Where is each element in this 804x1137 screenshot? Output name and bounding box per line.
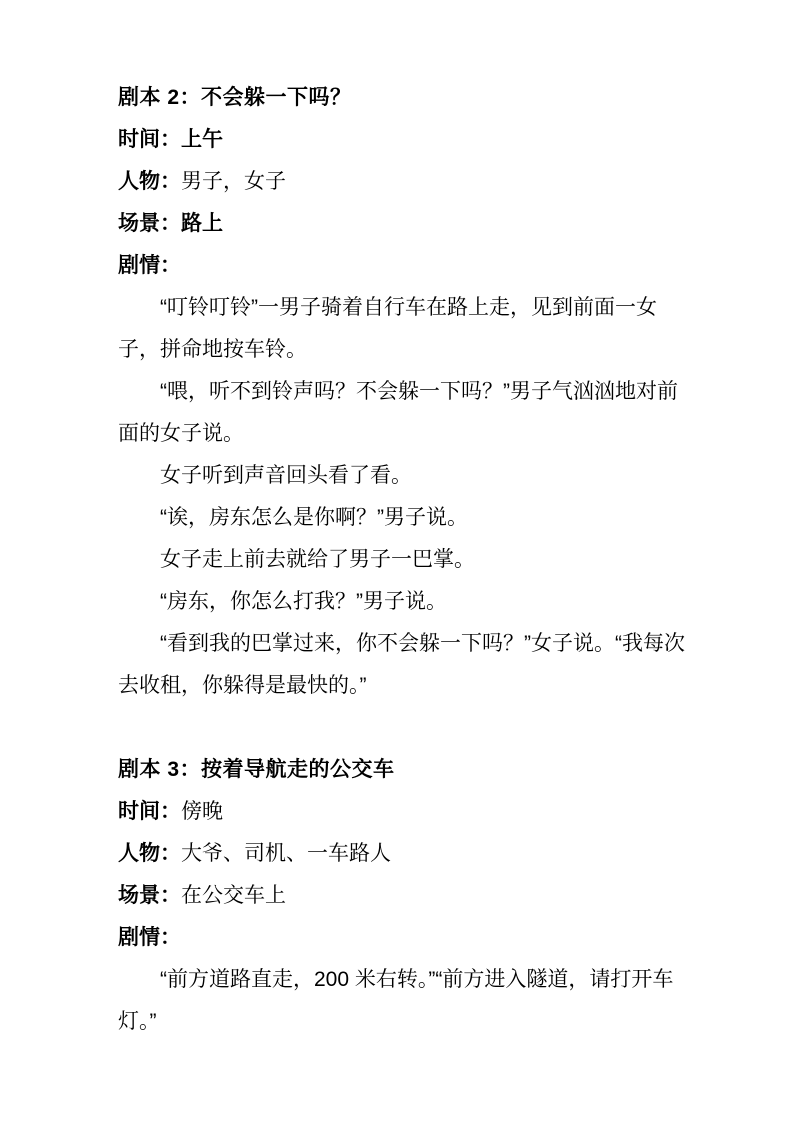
- meta-characters-value: 大爷、司机、一车路人: [181, 842, 391, 865]
- meta-plot-label: 剧情：: [118, 926, 181, 949]
- section-3-heading: 剧本 3：按着导航走的公交车: [118, 758, 395, 781]
- section-3-meta-scene: [118, 875, 694, 917]
- section-3-meta-characters: [118, 833, 694, 875]
- meta-scene-value: 路上: [181, 212, 223, 235]
- paragraph: “房东，你怎么打我？”男子说。: [160, 590, 447, 613]
- meta-characters-label: 人物：: [118, 170, 181, 193]
- paragraph: “叮铃叮铃”一男子骑着自行车在路上走，见到前面一女子，拼命地按车铃。: [118, 296, 657, 361]
- paragraph: 女子走上前去就给了男子一巴掌。: [160, 548, 475, 571]
- meta-scene-label: 场景：: [118, 884, 181, 907]
- section-3-meta-time: [118, 791, 694, 833]
- meta-time-value: 上午: [181, 128, 223, 151]
- paragraph: “诶，房东怎么是你啊？”男子说。: [160, 506, 468, 529]
- section-2-heading: 剧本 2：不会躲一下吗？: [118, 86, 352, 109]
- section-2-meta-characters: [118, 161, 694, 203]
- section-2-meta-time: [118, 119, 694, 161]
- meta-scene-label: 场景：: [118, 212, 181, 235]
- meta-scene-value: 在公交车上: [181, 884, 286, 907]
- section-2-meta-scene: [118, 203, 694, 245]
- meta-characters-label: 人物：: [118, 842, 181, 865]
- section-divider-space: [118, 707, 694, 749]
- section-2-meta-plot: [118, 245, 694, 287]
- paragraph: “前方道路直走，200 米右转。”“前方进入隧道，请打开车灯。”: [118, 968, 674, 1033]
- paragraph: “喂，听不到铃声吗？不会躲一下吗？”男子气汹汹地对前面的女子说。: [118, 380, 678, 445]
- meta-time-value: 傍晚: [181, 800, 223, 823]
- meta-characters-value: 男子，女子: [181, 170, 286, 193]
- meta-time-label: 时间：: [118, 800, 181, 823]
- section-3-meta-plot: [118, 917, 694, 959]
- meta-plot-label: 剧情：: [118, 254, 181, 277]
- paragraph: “看到我的巴掌过来，你不会躲一下吗？”女子说。“我每次去收租，你躲得是最快的。”: [118, 632, 685, 697]
- meta-time-label: 时间：: [118, 128, 181, 151]
- paragraph: 女子听到声音回头看了看。: [160, 464, 412, 487]
